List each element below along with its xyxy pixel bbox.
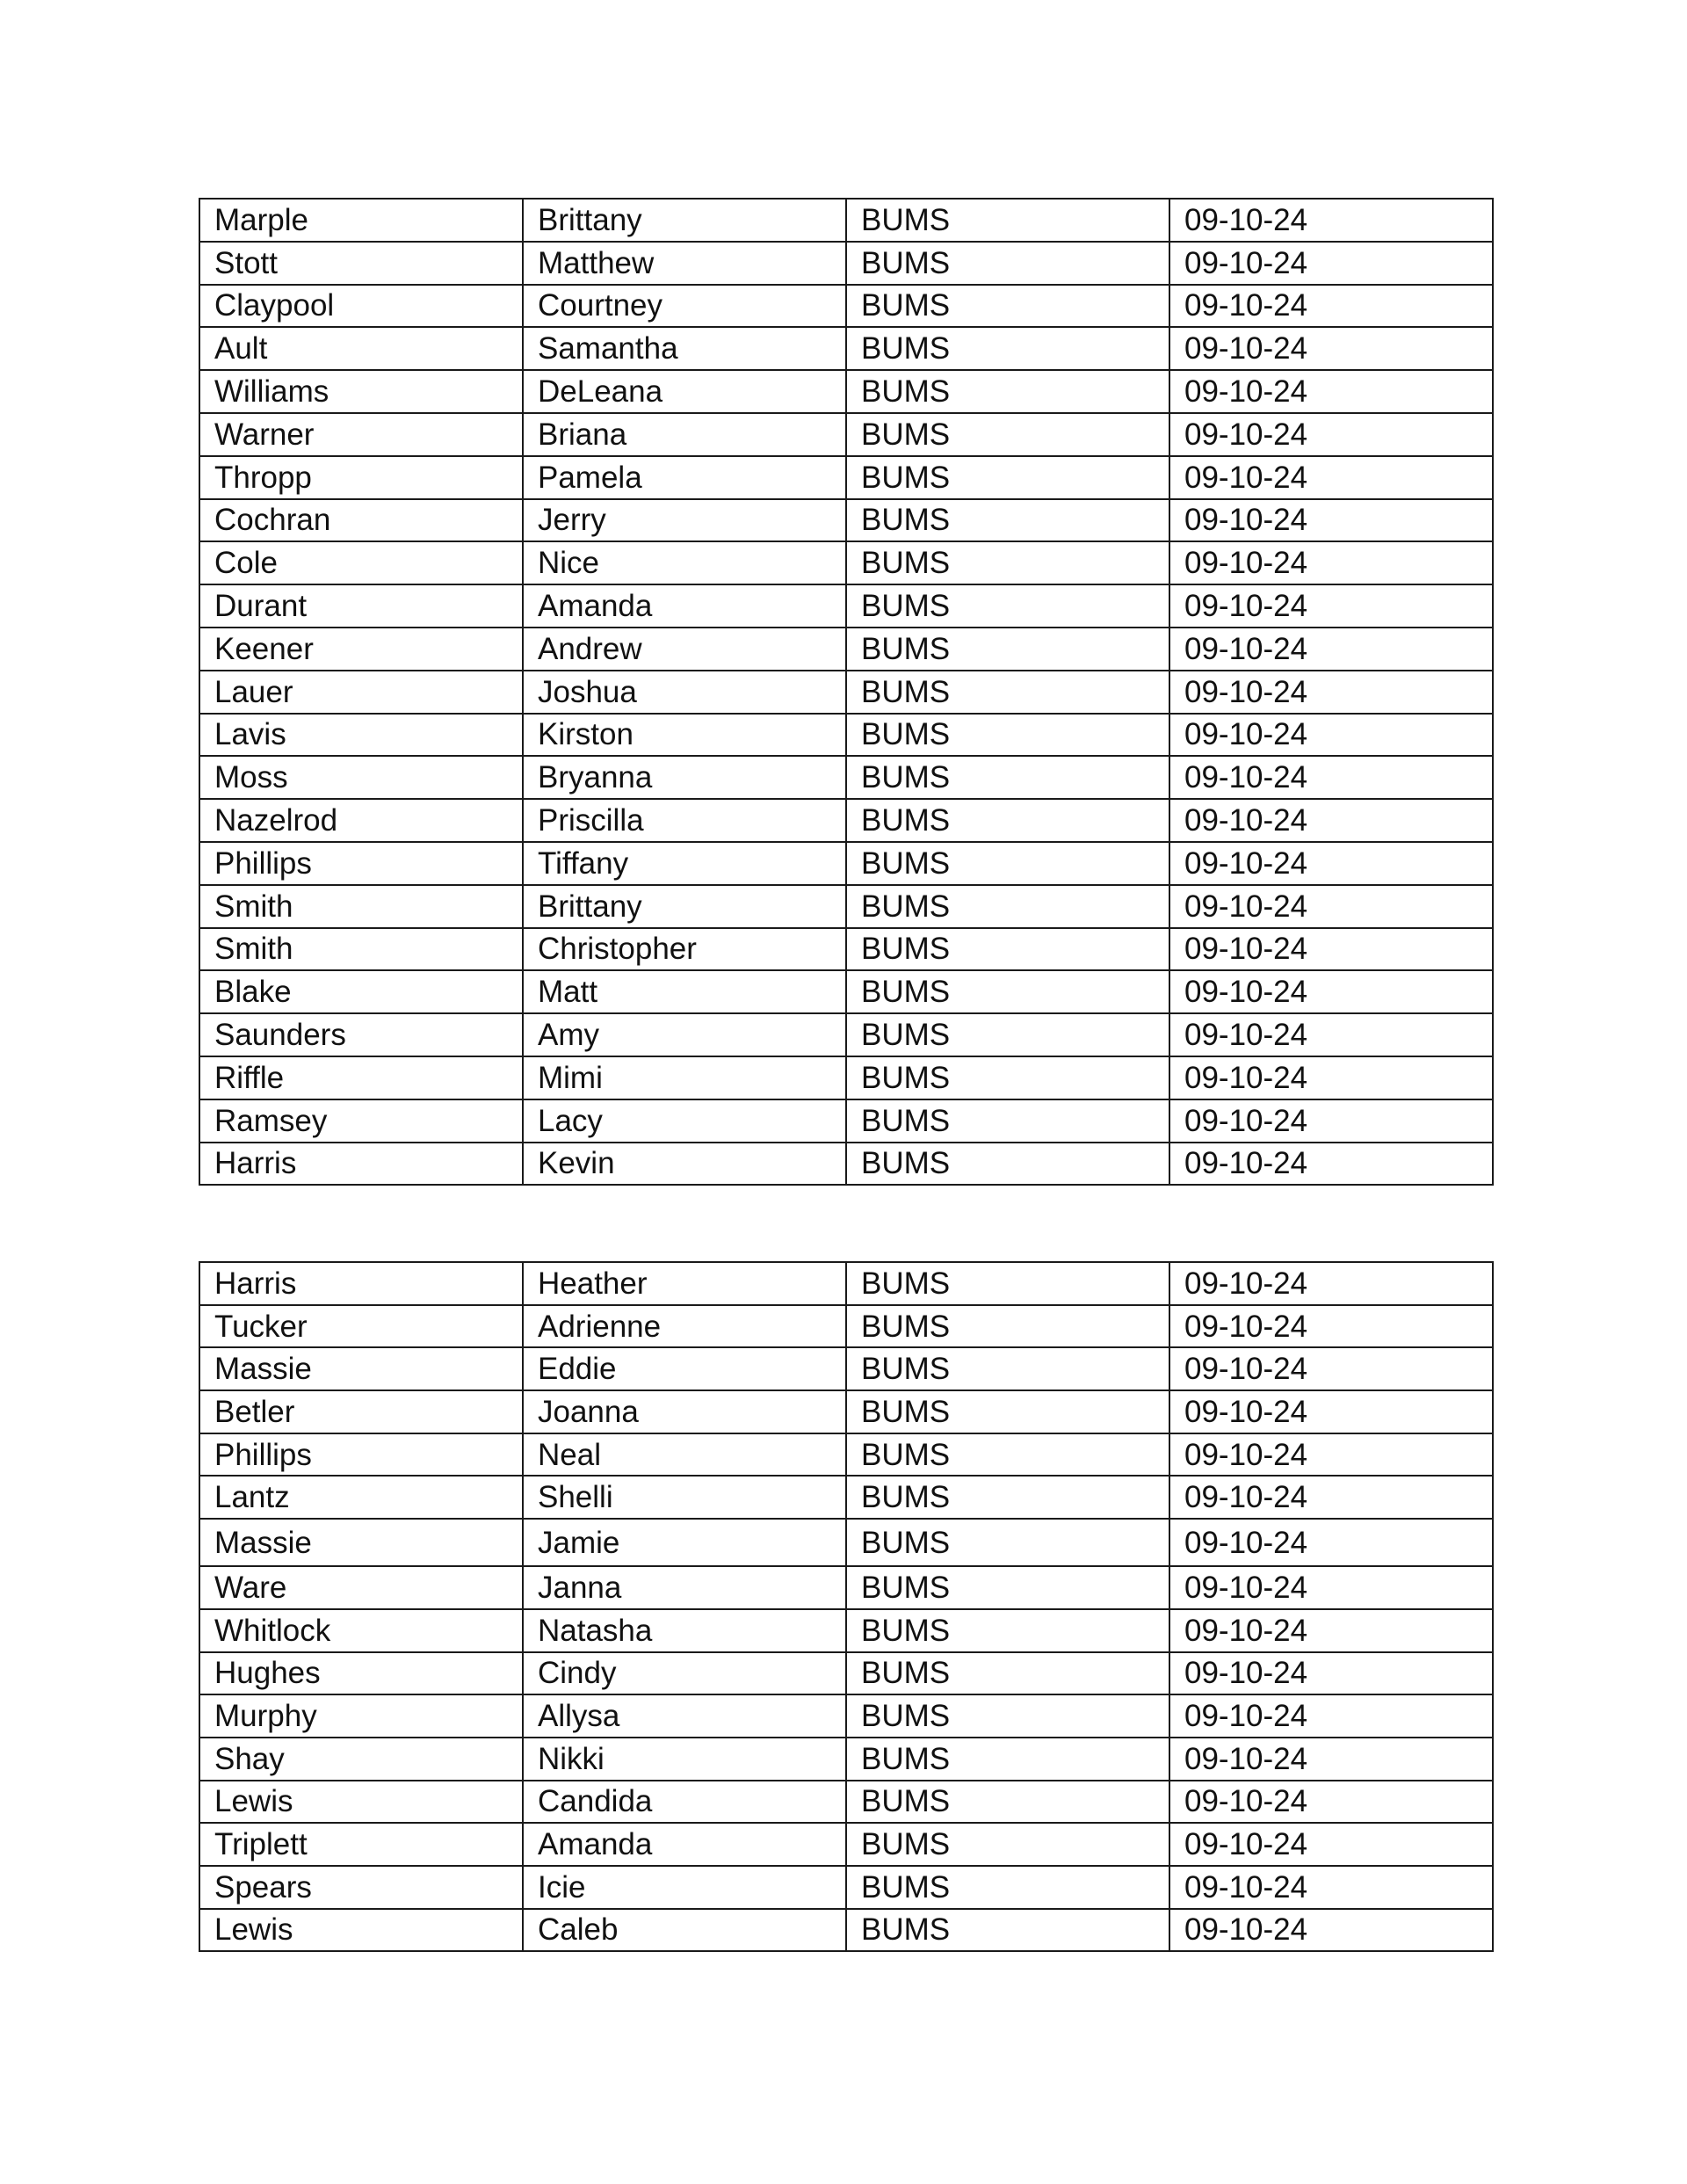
last-name-cell: Thropp (199, 456, 523, 499)
first-name-cell: Bryanna (523, 756, 846, 799)
last-name-cell: Tucker (199, 1305, 523, 1348)
table-row (199, 1738, 1493, 1781)
first-name-cell: Icie (523, 1866, 846, 1909)
first-name-cell: Candida (523, 1781, 846, 1824)
last-name-cell: Marple (199, 199, 523, 242)
first-name-cell: Kevin (523, 1143, 846, 1186)
group-cell: BUMS (846, 799, 1169, 842)
table-row (199, 1390, 1493, 1433)
date-cell: 09-10-24 (1169, 928, 1493, 971)
group-cell: BUMS (846, 1823, 1169, 1866)
group-cell: BUMS (846, 1609, 1169, 1652)
group-cell: BUMS (846, 1143, 1169, 1186)
group-cell: BUMS (846, 1738, 1169, 1781)
date-cell: 09-10-24 (1169, 628, 1493, 671)
first-name-cell: Amanda (523, 584, 846, 628)
group-cell: BUMS (846, 1099, 1169, 1143)
table-row (199, 928, 1493, 971)
group-cell: BUMS (846, 1781, 1169, 1824)
group-cell: BUMS (846, 756, 1169, 799)
table-row (199, 1013, 1493, 1056)
table-row (199, 1305, 1493, 1348)
date-cell: 09-10-24 (1169, 1390, 1493, 1433)
group-cell: BUMS (846, 1433, 1169, 1477)
date-cell: 09-10-24 (1169, 1694, 1493, 1738)
first-name-cell: Lacy (523, 1099, 846, 1143)
table-row (199, 285, 1493, 328)
first-name-cell: Joanna (523, 1390, 846, 1433)
table-row (199, 1609, 1493, 1652)
date-cell: 09-10-24 (1169, 413, 1493, 456)
last-name-cell: Whitlock (199, 1609, 523, 1652)
first-name-cell: Brittany (523, 885, 846, 928)
table-row (199, 885, 1493, 928)
last-name-cell: Stott (199, 242, 523, 285)
table-row (199, 199, 1493, 242)
last-name-cell: Nazelrod (199, 799, 523, 842)
table-row (199, 1694, 1493, 1738)
group-cell: BUMS (846, 1566, 1169, 1609)
table-row (199, 456, 1493, 499)
roster-table-2 (199, 1261, 1494, 1952)
group-cell: BUMS (846, 327, 1169, 370)
table-row (199, 499, 1493, 542)
first-name-cell: Matt (523, 970, 846, 1013)
date-cell: 09-10-24 (1169, 1476, 1493, 1519)
group-cell: BUMS (846, 1390, 1169, 1433)
date-cell: 09-10-24 (1169, 370, 1493, 413)
table-row (199, 842, 1493, 885)
date-cell: 09-10-24 (1169, 1738, 1493, 1781)
first-name-cell: Mimi (523, 1056, 846, 1099)
date-cell: 09-10-24 (1169, 671, 1493, 714)
date-cell: 09-10-24 (1169, 327, 1493, 370)
last-name-cell: Triplett (199, 1823, 523, 1866)
last-name-cell: Lavis (199, 714, 523, 757)
table-row (199, 413, 1493, 456)
last-name-cell: Harris (199, 1262, 523, 1305)
last-name-cell: Riffle (199, 1056, 523, 1099)
date-cell: 09-10-24 (1169, 1823, 1493, 1866)
last-name-cell: Moss (199, 756, 523, 799)
date-cell: 09-10-24 (1169, 1143, 1493, 1186)
last-name-cell: Massie (199, 1519, 523, 1566)
table-row (199, 1056, 1493, 1099)
first-name-cell: Nice (523, 541, 846, 584)
first-name-cell: Kirston (523, 714, 846, 757)
table-row (199, 1566, 1493, 1609)
table-row (199, 327, 1493, 370)
group-cell: BUMS (846, 285, 1169, 328)
last-name-cell: Claypool (199, 285, 523, 328)
date-cell: 09-10-24 (1169, 1609, 1493, 1652)
last-name-cell: Cochran (199, 499, 523, 542)
table-row (199, 1347, 1493, 1390)
group-cell: BUMS (846, 628, 1169, 671)
date-cell: 09-10-24 (1169, 499, 1493, 542)
date-cell: 09-10-24 (1169, 1262, 1493, 1305)
date-cell: 09-10-24 (1169, 799, 1493, 842)
last-name-cell: Murphy (199, 1694, 523, 1738)
table-row (199, 1866, 1493, 1909)
date-cell: 09-10-24 (1169, 1305, 1493, 1348)
first-name-cell: Andrew (523, 628, 846, 671)
last-name-cell: Phillips (199, 1433, 523, 1477)
first-name-cell: Shelli (523, 1476, 846, 1519)
last-name-cell: Smith (199, 885, 523, 928)
table-row (199, 714, 1493, 757)
first-name-cell: Joshua (523, 671, 846, 714)
last-name-cell: Durant (199, 584, 523, 628)
table-row (199, 1781, 1493, 1824)
table-row (199, 541, 1493, 584)
first-name-cell: DeLeana (523, 370, 846, 413)
date-cell: 09-10-24 (1169, 970, 1493, 1013)
group-cell: BUMS (846, 370, 1169, 413)
first-name-cell: Allysa (523, 1694, 846, 1738)
first-name-cell: Pamela (523, 456, 846, 499)
date-cell: 09-10-24 (1169, 1519, 1493, 1566)
table-row (199, 1519, 1493, 1566)
last-name-cell: Spears (199, 1866, 523, 1909)
group-cell: BUMS (846, 1694, 1169, 1738)
first-name-cell: Cindy (523, 1652, 846, 1695)
last-name-cell: Shay (199, 1738, 523, 1781)
last-name-cell: Lauer (199, 671, 523, 714)
date-cell: 09-10-24 (1169, 1652, 1493, 1695)
table-row (199, 584, 1493, 628)
first-name-cell: Caleb (523, 1909, 846, 1952)
last-name-cell: Cole (199, 541, 523, 584)
last-name-cell: Williams (199, 370, 523, 413)
first-name-cell: Tiffany (523, 842, 846, 885)
last-name-cell: Massie (199, 1347, 523, 1390)
last-name-cell: Ware (199, 1566, 523, 1609)
first-name-cell: Neal (523, 1433, 846, 1477)
group-cell: BUMS (846, 1262, 1169, 1305)
first-name-cell: Adrienne (523, 1305, 846, 1348)
table-row (199, 370, 1493, 413)
last-name-cell: Harris (199, 1143, 523, 1186)
group-cell: BUMS (846, 714, 1169, 757)
group-cell: BUMS (846, 885, 1169, 928)
date-cell: 09-10-24 (1169, 885, 1493, 928)
group-cell: BUMS (846, 1013, 1169, 1056)
first-name-cell: Christopher (523, 928, 846, 971)
last-name-cell: Lewis (199, 1909, 523, 1952)
date-cell: 09-10-24 (1169, 199, 1493, 242)
group-cell: BUMS (846, 499, 1169, 542)
group-cell: BUMS (846, 199, 1169, 242)
table-row (199, 756, 1493, 799)
group-cell: BUMS (846, 541, 1169, 584)
last-name-cell: Lewis (199, 1781, 523, 1824)
first-name-cell: Nikki (523, 1738, 846, 1781)
table-row (199, 1652, 1493, 1695)
date-cell: 09-10-24 (1169, 1566, 1493, 1609)
last-name-cell: Hughes (199, 1652, 523, 1695)
date-cell: 09-10-24 (1169, 1909, 1493, 1952)
date-cell: 09-10-24 (1169, 584, 1493, 628)
group-cell: BUMS (846, 1519, 1169, 1566)
date-cell: 09-10-24 (1169, 1013, 1493, 1056)
table-row (199, 970, 1493, 1013)
last-name-cell: Phillips (199, 842, 523, 885)
group-cell: BUMS (846, 1476, 1169, 1519)
group-cell: BUMS (846, 1347, 1169, 1390)
date-cell: 09-10-24 (1169, 1781, 1493, 1824)
first-name-cell: Natasha (523, 1609, 846, 1652)
date-cell: 09-10-24 (1169, 285, 1493, 328)
first-name-cell: Amanda (523, 1823, 846, 1866)
first-name-cell: Heather (523, 1262, 846, 1305)
date-cell: 09-10-24 (1169, 242, 1493, 285)
first-name-cell: Amy (523, 1013, 846, 1056)
first-name-cell: Janna (523, 1566, 846, 1609)
group-cell: BUMS (846, 456, 1169, 499)
group-cell: BUMS (846, 928, 1169, 971)
last-name-cell: Smith (199, 928, 523, 971)
group-cell: BUMS (846, 1305, 1169, 1348)
last-name-cell: Blake (199, 970, 523, 1013)
date-cell: 09-10-24 (1169, 1099, 1493, 1143)
last-name-cell: Lantz (199, 1476, 523, 1519)
first-name-cell: Brittany (523, 199, 846, 242)
table-row (199, 1476, 1493, 1519)
first-name-cell: Jerry (523, 499, 846, 542)
last-name-cell: Betler (199, 1390, 523, 1433)
group-cell: BUMS (846, 413, 1169, 456)
table-row (199, 799, 1493, 842)
first-name-cell: Courtney (523, 285, 846, 328)
roster-table-1 (199, 198, 1494, 1186)
table-row (199, 242, 1493, 285)
group-cell: BUMS (846, 584, 1169, 628)
table-row (199, 1099, 1493, 1143)
group-cell: BUMS (846, 671, 1169, 714)
last-name-cell: Ault (199, 327, 523, 370)
first-name-cell: Priscilla (523, 799, 846, 842)
first-name-cell: Briana (523, 413, 846, 456)
date-cell: 09-10-24 (1169, 714, 1493, 757)
last-name-cell: Warner (199, 413, 523, 456)
last-name-cell: Saunders (199, 1013, 523, 1056)
first-name-cell: Samantha (523, 327, 846, 370)
table-row (199, 1143, 1493, 1186)
group-cell: BUMS (846, 970, 1169, 1013)
date-cell: 09-10-24 (1169, 842, 1493, 885)
first-name-cell: Eddie (523, 1347, 846, 1390)
group-cell: BUMS (846, 1866, 1169, 1909)
date-cell: 09-10-24 (1169, 1866, 1493, 1909)
table-row (199, 1262, 1493, 1305)
group-cell: BUMS (846, 1909, 1169, 1952)
group-cell: BUMS (846, 242, 1169, 285)
date-cell: 09-10-24 (1169, 1433, 1493, 1477)
table-row (199, 671, 1493, 714)
table-row (199, 628, 1493, 671)
group-cell: BUMS (846, 842, 1169, 885)
first-name-cell: Jamie (523, 1519, 846, 1566)
date-cell: 09-10-24 (1169, 756, 1493, 799)
date-cell: 09-10-24 (1169, 456, 1493, 499)
group-cell: BUMS (846, 1056, 1169, 1099)
date-cell: 09-10-24 (1169, 541, 1493, 584)
date-cell: 09-10-24 (1169, 1347, 1493, 1390)
first-name-cell: Matthew (523, 242, 846, 285)
table-row (199, 1909, 1493, 1952)
date-cell: 09-10-24 (1169, 1056, 1493, 1099)
last-name-cell: Ramsey (199, 1099, 523, 1143)
table-row (199, 1433, 1493, 1477)
table-row (199, 1823, 1493, 1866)
last-name-cell: Keener (199, 628, 523, 671)
group-cell: BUMS (846, 1652, 1169, 1695)
